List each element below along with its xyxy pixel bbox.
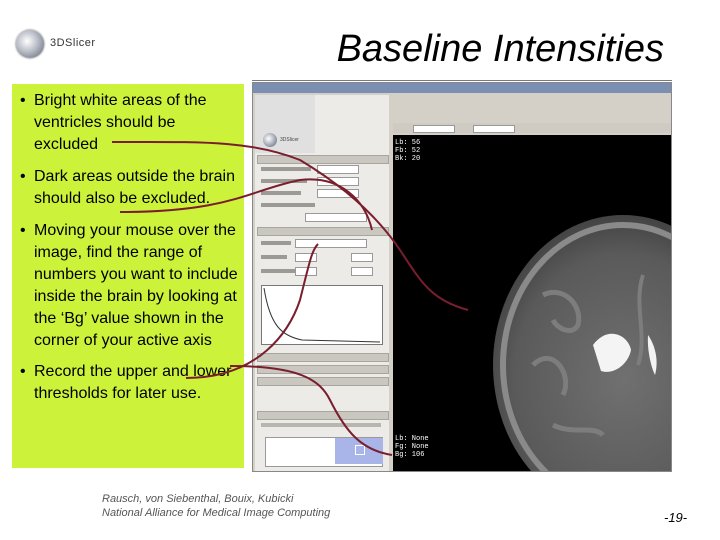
page-number: -19- [664,510,688,525]
readout-line: Fb: 52 [395,147,421,155]
logo-text: 3DSlicer [50,37,96,49]
readout-line: Bg: 106 [395,451,425,459]
arrow-outside-brain [120,179,372,230]
readout-line: Fg: None [395,443,429,451]
bullet-item: • Dark areas outside the brain should also be excluded. [20,166,238,210]
arrow-bg-value [230,366,392,455]
bullet-item: • Record the upper and lower thresholds for later use. [20,361,238,405]
arrow-active-axis [186,244,318,378]
footer-organization: National Alliance for Medical Image Computing [102,507,331,519]
readout-line: Bk: 20 [395,155,421,163]
readout-line: Lb: None [395,435,429,443]
module-logo-text: 3DSlicer [280,137,299,143]
slide-title: Baseline Intensities [336,28,664,70]
arrow-ventricles [112,142,468,310]
footer [102,492,330,520]
bullet-item: • Moving your mouse over the image, find the range of numbers you want to include inside the brain by looking at the ‘Bg’ value shown in the corner of your active axis [20,220,238,352]
footer-authors: Rausch, von Siebenthal, Bouix, Kubicki [102,493,294,505]
readout-line: Lb: 56 [395,139,421,147]
bullet-item: • Bright white areas of the ventricles should be excluded [20,90,238,156]
